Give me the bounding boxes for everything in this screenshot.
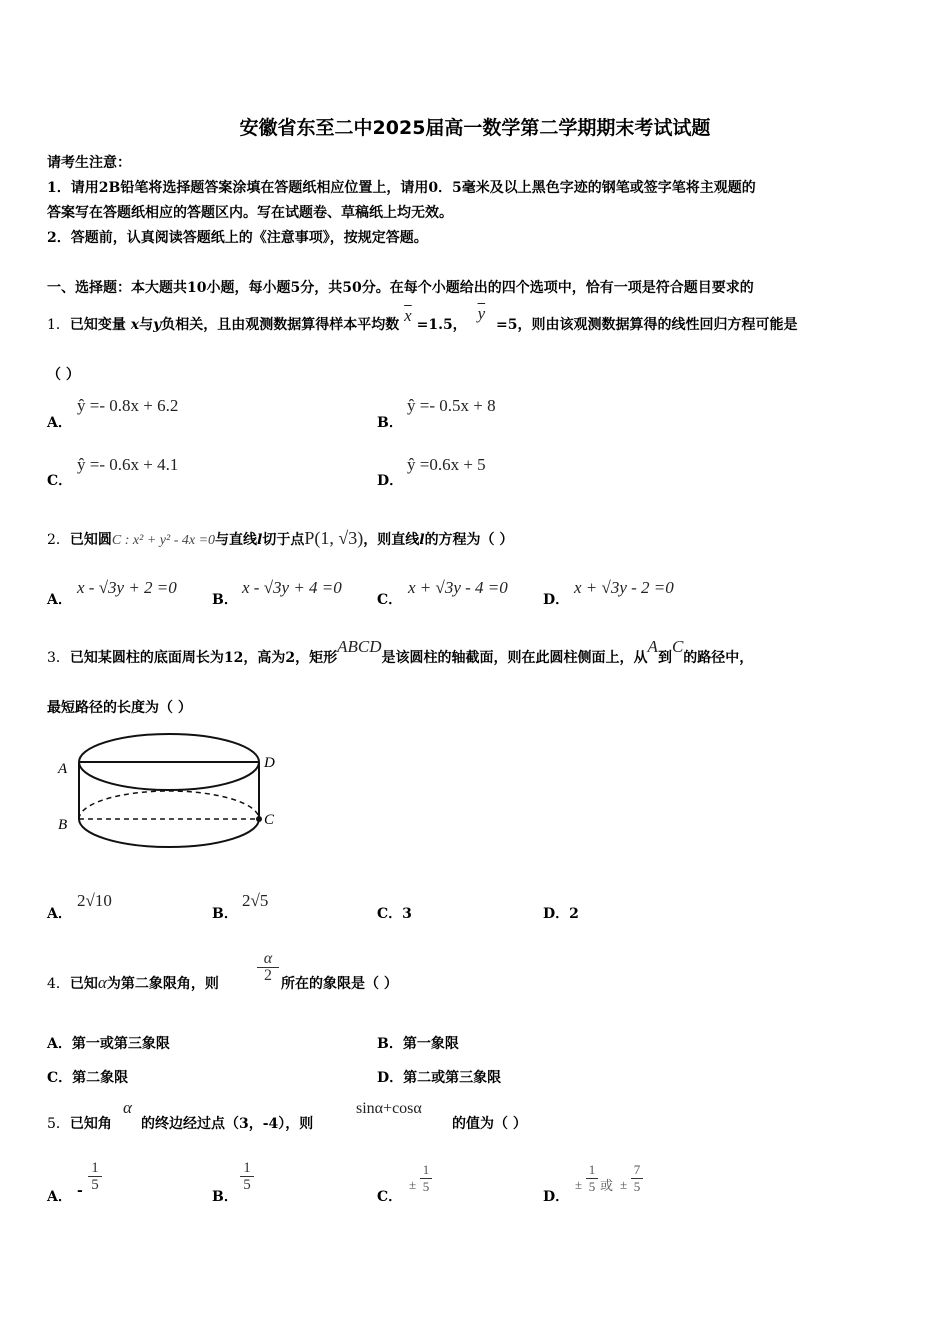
cylinder-bottom-front (79, 819, 259, 847)
label-a: A (58, 761, 68, 777)
q2-option-b-label: B． (212, 592, 238, 608)
q5-option-a-sign: - (77, 1183, 83, 1199)
q1-option-c: ŷ =- 0.6x + 4.1 (77, 455, 179, 474)
q1-option-b-label: B． (377, 415, 403, 431)
question-4-stem-end: 所在的象限是（ ） (281, 976, 398, 992)
question-3-stem: 3．已知某圆柱的底面周长为12，高为2，矩形ABCD是该圆柱的轴截面，则在此圆柱侧面上，从A到C的路径中， (47, 637, 754, 666)
q3-option-a-label: A． (47, 906, 72, 922)
q3-option-c: C．3 (377, 906, 412, 922)
q5-option-c-fraction: $\frac{1}{5}$ (420, 1162, 432, 1195)
tangent-point: P(1, √3) (304, 528, 364, 548)
question-4-stem: 4．已知α为第二象限角，则 (47, 973, 219, 992)
q1-option-a-label: A． (47, 415, 72, 431)
question-3-stem-cont: 最短路径的长度为（ ） (47, 700, 192, 716)
label-d: D (264, 755, 275, 771)
q5-option-d-fraction-2: $\frac{7}{5}$ (631, 1162, 643, 1195)
q5-option-d-sign-1: ± (575, 1177, 583, 1192)
q5-option-b-label: B． (212, 1189, 238, 1205)
q1-option-d-label: D． (377, 473, 404, 489)
q5-option-d-sign-2: ± (620, 1177, 628, 1192)
q3-option-a: 2√10 (77, 891, 112, 910)
q4-option-c: C．第二象限 (47, 1070, 129, 1086)
q5-option-d-label: D． (543, 1189, 570, 1205)
y-bar: $\overline{y}$ (477, 304, 486, 323)
q1-option-c-label: C． (47, 473, 73, 489)
q2-option-d: x + √3y - 2 =0 (574, 578, 674, 597)
question-1-paren: （ ） (47, 367, 80, 383)
q2-option-c-label: C． (377, 592, 403, 608)
q4-option-d: D．第二或第三象限 (377, 1070, 502, 1086)
q1-option-a: ŷ =- 0.8x + 6.2 (77, 396, 179, 415)
notice-heading: 请考生注意： (47, 155, 131, 171)
section-heading: 一、选择题：本大题共10小题，每小题5分，共50分。在每个小题给出的四个选项中，恰有一项是符合题目要求的 (47, 280, 754, 296)
q5-option-a-fraction: $\frac{1}{5}$ (88, 1160, 102, 1193)
label-c: C (264, 812, 275, 828)
q1-option-d: ŷ =0.6x + 5 (407, 455, 486, 474)
page-title: 安徽省东至二中2025届高一数学第二学期期末考试试题 (239, 117, 711, 139)
sin-plus-cos: sinα+cosα (356, 1100, 422, 1117)
q2-option-d-label: D． (543, 592, 570, 608)
q5-option-d-or: 或 (600, 1179, 614, 1194)
alpha-half-fraction: $\frac{\alpha}{2}$ (257, 951, 279, 984)
q3-option-b: 2√5 (242, 891, 269, 910)
x-bar: $\overline{x}$ (404, 306, 412, 325)
q2-option-a: x - √3y + 2 =0 (77, 578, 177, 597)
notice-item-1-cont: 答案写在答题纸相应的答题区内。写在试题卷、草稿纸上均无效。 (47, 205, 453, 221)
question-5-stem-end: 的值为（ ） (452, 1116, 527, 1132)
cylinder-figure (52, 728, 288, 860)
q5-option-c-label: C． (377, 1189, 403, 1205)
q5-option-c-sign: ± (409, 1177, 417, 1192)
q4-option-b: B．第一象限 (377, 1036, 459, 1052)
q3-option-b-label: B． (212, 906, 238, 922)
label-b: B (58, 817, 68, 833)
question-1-stem: 1．已知变量 x与y负相关，且由观测数据算得样本平均数 $\overline{x} =1.5$， $\overline{y} =5$，则由该观测数据算得的线性回归方程可能是 (47, 304, 798, 333)
notice-item-1: 1．请用2B铅笔将选择题答案涂填在答题纸相应位置上，请用0．5毫米及以上黑色字迹的钢笔或签字笔将主观题的 (47, 180, 756, 196)
point-c (256, 816, 262, 822)
cylinder-bottom-back (79, 791, 259, 819)
question-5-stem-mid: 的终边经过点（3，-4），则 (141, 1116, 314, 1132)
q5-option-b-fraction: $\frac{1}{5}$ (240, 1160, 254, 1193)
alpha-symbol: α (123, 1098, 132, 1117)
q1-option-b: ŷ =- 0.5x + 8 (407, 396, 496, 415)
rect-abcd: ABCD (337, 637, 382, 656)
q3-option-d: D．2 (543, 906, 579, 922)
q4-option-a: A．第一或第三象限 (47, 1036, 170, 1052)
q5-option-a-label: A． (47, 1189, 72, 1205)
question-2-stem: 2．已知圆C : x² + y² - 4x =0与直线l切于点P(1, √3)，则直线l的方程为（ ） (47, 528, 514, 548)
circle-equation: C : x² + y² - 4x =0 (111, 533, 216, 548)
question-5-stem: 5．已知角 (47, 1116, 112, 1132)
notice-item-2: 2．答题前，认真阅读答题纸上的《注意事项》，按规定答题。 (47, 230, 428, 246)
q2-option-a-label: A． (47, 592, 72, 608)
q2-option-c: x + √3y - 4 =0 (408, 578, 508, 597)
q5-option-d-fraction-1: $\frac{1}{5}$ (586, 1162, 598, 1195)
q2-option-b: x - √3y + 4 =0 (242, 578, 342, 597)
